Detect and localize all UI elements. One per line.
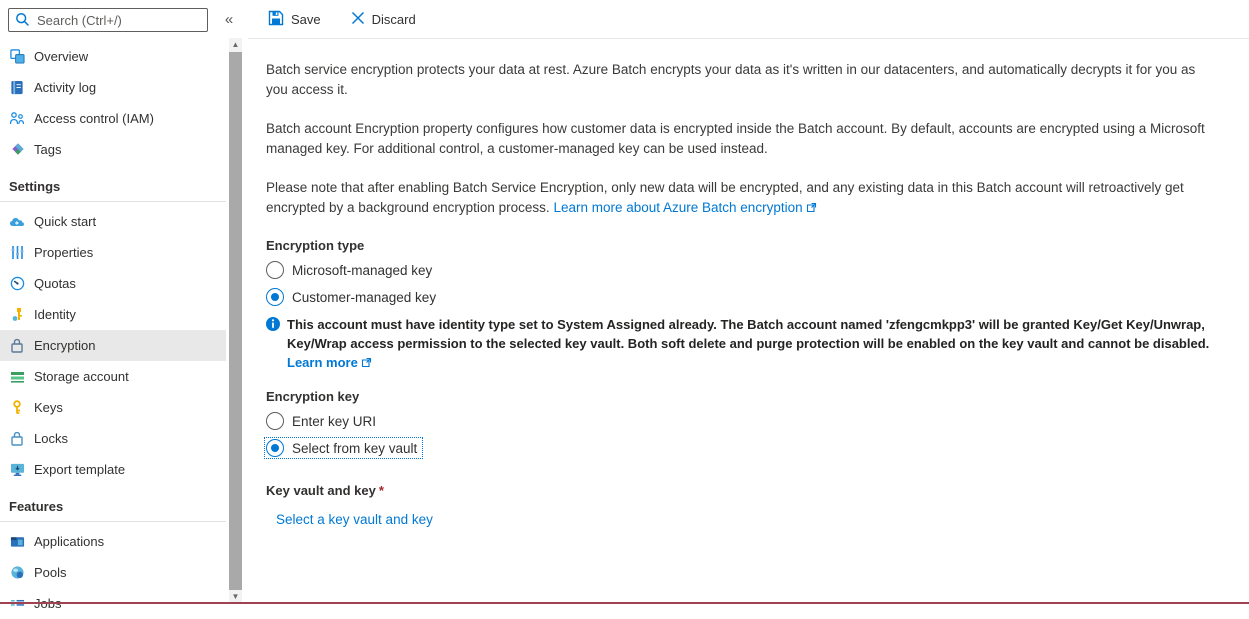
encryption-key-label: Encryption key bbox=[266, 389, 360, 404]
sidebar-item-encryption[interactable] bbox=[0, 330, 226, 361]
radio-circle[interactable] bbox=[266, 439, 284, 457]
sidebar-item-label: Properties bbox=[34, 245, 94, 260]
info-banner bbox=[266, 315, 1211, 373]
sidebar-item-properties[interactable] bbox=[0, 237, 226, 268]
radio-select-from-key-vault[interactable] bbox=[266, 439, 421, 457]
radio-microsoft-managed-key[interactable] bbox=[266, 261, 432, 279]
required-asterisk: * bbox=[378, 483, 384, 498]
overview-icon bbox=[9, 49, 25, 65]
paragraph-3-text: Please note that after enabling Batch Service Encryption, only new data will be encrypted, and any existing data in this Batch account will retroactively get encrypted by a background encryption process. bbox=[266, 180, 1184, 215]
radio-label: Microsoft-managed key bbox=[292, 262, 433, 278]
sidebar-item-label: Storage account bbox=[34, 369, 129, 384]
sidebar-item-locks[interactable] bbox=[0, 423, 226, 454]
sidebar-item-tags[interactable] bbox=[0, 134, 226, 165]
intro-paragraph-2: Batch account Encryption property configures how customer data is encrypted inside the Batch account. By default, accounts are encrypted using a Microsoft managed key. For additional control, a customer-managed key can be used instead. bbox=[266, 121, 1205, 156]
sidebar-item-label: Pools bbox=[34, 565, 67, 580]
search-icon bbox=[15, 12, 30, 30]
radio-circle[interactable] bbox=[266, 261, 284, 279]
encryption-icon bbox=[9, 338, 25, 354]
radio-label: Enter key URI bbox=[292, 413, 377, 429]
sidebar-item-export-template[interactable] bbox=[0, 454, 226, 485]
sidebar-section-settings: Settings bbox=[9, 179, 61, 194]
command-bar bbox=[248, 0, 1249, 38]
sidebar-item-pools[interactable] bbox=[0, 557, 226, 588]
encryption-key-section bbox=[266, 389, 1211, 457]
sidebar-item-label: Tags bbox=[34, 142, 62, 157]
encryption-content bbox=[248, 39, 1249, 527]
export-template-icon bbox=[9, 462, 25, 478]
sidebar-search-row bbox=[0, 0, 248, 36]
discard-icon bbox=[351, 11, 365, 28]
search-input[interactable] bbox=[8, 8, 208, 32]
sidebar-item-keys[interactable] bbox=[0, 392, 226, 423]
quotas-icon bbox=[9, 276, 25, 292]
learn-more-batch-encryption-link[interactable]: Learn more about Azure Batch encryption bbox=[553, 200, 816, 215]
sidebar-item-label: Quotas bbox=[34, 276, 76, 291]
sidebar-item-label: Encryption bbox=[34, 338, 96, 353]
save-button[interactable] bbox=[266, 6, 323, 33]
radio-circle[interactable] bbox=[266, 412, 284, 430]
sidebar-section-features: Features bbox=[9, 499, 64, 514]
sidebar-item-activity-log[interactable] bbox=[0, 72, 226, 103]
identity-icon bbox=[9, 307, 25, 323]
sidebar-item-label: Activity log bbox=[34, 80, 97, 95]
sidebar-scrollbar[interactable] bbox=[229, 38, 242, 604]
sidebar-nav bbox=[0, 36, 248, 619]
intro-paragraph-1: Batch service encryption protects your data at rest. Azure Batch encrypts your data as it's written in our datacenters, and automatically decrypts it for you as you access it. bbox=[266, 62, 1196, 97]
sidebar-item-quick-start[interactable] bbox=[0, 206, 226, 237]
discard-label: Discard bbox=[371, 11, 416, 27]
sidebar-item-label: Locks bbox=[34, 431, 68, 446]
sidebar-item-access-control[interactable] bbox=[0, 103, 226, 134]
key-vault-label: Key vault and key * bbox=[266, 483, 384, 498]
applications-icon bbox=[9, 534, 25, 550]
storage-account-icon bbox=[9, 369, 25, 385]
pools-icon bbox=[9, 565, 25, 581]
sidebar-item-label: Identity bbox=[34, 307, 76, 322]
sidebar-item-quotas[interactable] bbox=[0, 268, 226, 299]
properties-icon bbox=[9, 245, 25, 261]
divider bbox=[0, 521, 226, 522]
sidebar-item-identity[interactable] bbox=[0, 299, 226, 330]
sidebar-item-overview[interactable] bbox=[0, 41, 226, 72]
radio-label: Select from key vault bbox=[292, 440, 418, 456]
info-learn-more-link[interactable]: Learn more bbox=[287, 355, 372, 370]
scroll-up-icon[interactable]: ▲ bbox=[231, 40, 240, 49]
sidebar-item-label: Applications bbox=[34, 534, 105, 549]
external-link-icon bbox=[806, 199, 817, 219]
locks-icon bbox=[9, 431, 25, 447]
info-text: This account must have identity type set to System Assigned already. The Batch account named 'zfengcmkpp3' will be granted Key/Get Key/Unwrap, Key/Wrap access permission to the selected key vault. Both soft delete and purge protection will be enabled on the key vault and cannot be disabled. Learn more bbox=[287, 315, 1211, 373]
radio-enter-key-uri[interactable] bbox=[266, 412, 376, 430]
external-link-icon bbox=[361, 354, 372, 373]
activity-log-icon bbox=[9, 80, 25, 96]
save-icon bbox=[268, 10, 284, 29]
tags-icon bbox=[9, 142, 25, 158]
sidebar-item-label: Overview bbox=[34, 49, 89, 64]
scrollbar-thumb[interactable] bbox=[229, 52, 242, 590]
intro-paragraph-3 bbox=[266, 178, 1211, 219]
sidebar-item-label: Keys bbox=[34, 400, 63, 415]
key-vault-section bbox=[266, 483, 1211, 527]
radio-circle[interactable] bbox=[266, 288, 284, 306]
encryption-type-section bbox=[266, 238, 1211, 306]
save-label: Save bbox=[291, 11, 321, 27]
radio-customer-managed-key[interactable] bbox=[266, 288, 436, 306]
main-panel bbox=[248, 0, 1249, 604]
sidebar-item-storage-account[interactable] bbox=[0, 361, 226, 392]
encryption-type-label: Encryption type bbox=[266, 238, 365, 253]
divider bbox=[0, 201, 226, 202]
quick-start-icon bbox=[9, 214, 25, 230]
sidebar-item-label: Export template bbox=[34, 462, 126, 477]
access-control-icon bbox=[9, 111, 25, 127]
sidebar-item-label: Quick start bbox=[34, 214, 97, 229]
keys-icon bbox=[9, 400, 25, 416]
sidebar-item-label: Access control (IAM) bbox=[34, 111, 154, 126]
scroll-down-icon[interactable]: ▼ bbox=[231, 592, 240, 601]
radio-label: Customer-managed key bbox=[292, 289, 437, 305]
info-icon bbox=[266, 317, 280, 373]
select-key-vault-link[interactable]: Select a key vault and key bbox=[276, 512, 433, 527]
sidebar-item-applications[interactable] bbox=[0, 526, 226, 557]
discard-button[interactable] bbox=[349, 7, 418, 32]
sidebar bbox=[0, 0, 248, 604]
collapse-sidebar-button[interactable]: « bbox=[216, 8, 242, 32]
